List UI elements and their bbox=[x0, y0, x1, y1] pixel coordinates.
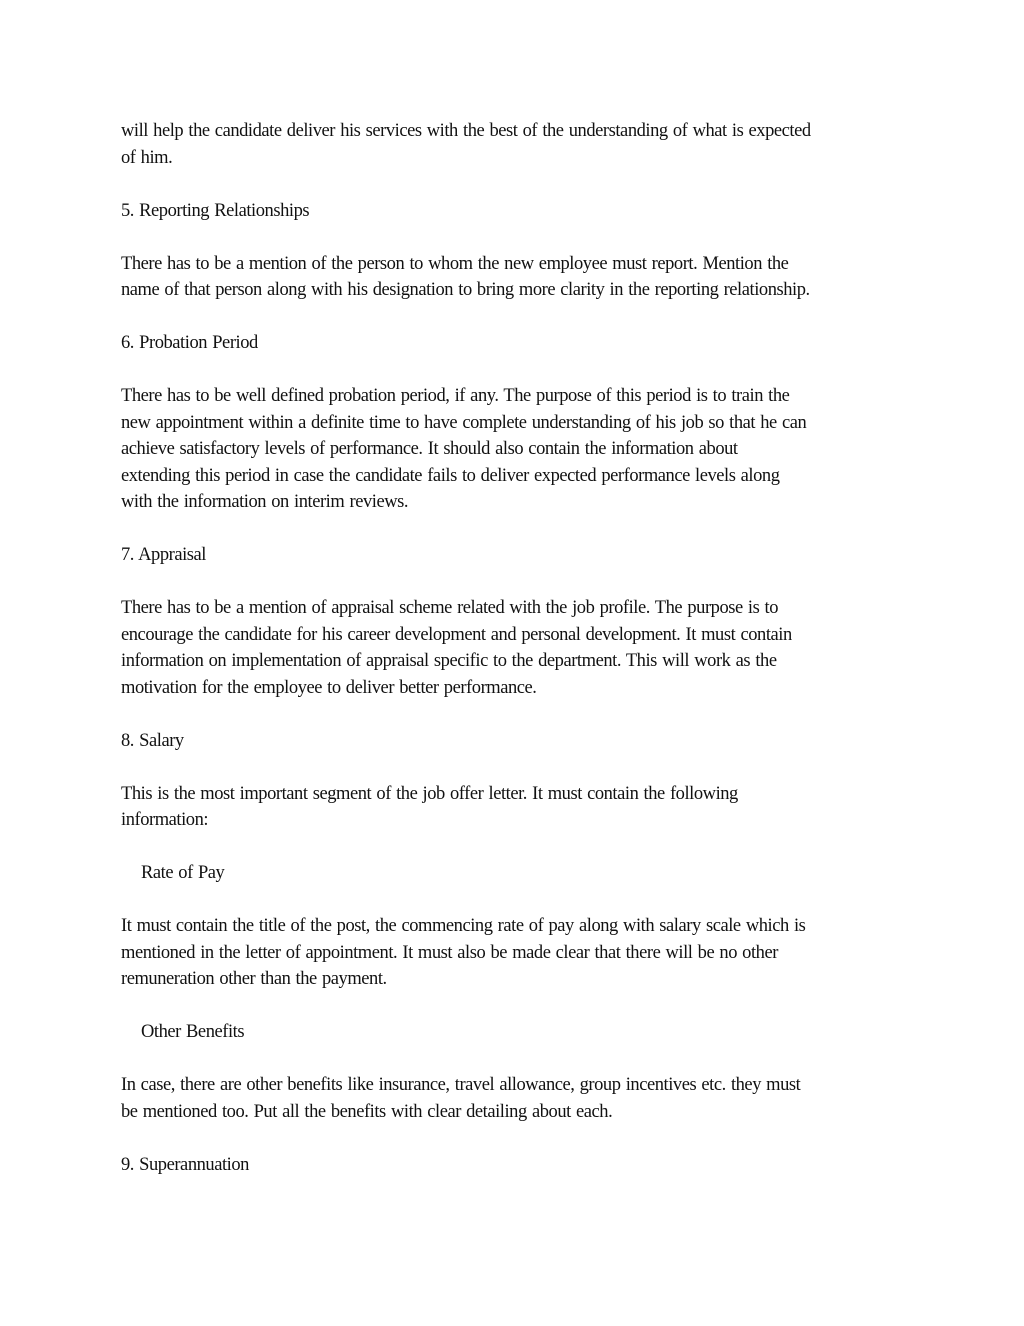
text-line: mentioned in the letter of appointment. It must also be made clear that there will be no other bbox=[121, 942, 778, 963]
text-line: There has to be well defined probation period, if any. The purpose of this period is to train the bbox=[121, 386, 790, 406]
paragraph-appraisal bbox=[121, 595, 911, 701]
text-line: It must contain the title of the post, the commencing rate of pay along with salary scale which is bbox=[121, 916, 806, 936]
heading-text: 7. Appraisal bbox=[121, 545, 207, 565]
text-line: information on implementation of appraisal specific to the department. This will work as the bbox=[121, 651, 777, 671]
paragraph-probation-period bbox=[121, 383, 911, 516]
paragraph-salary bbox=[121, 781, 911, 834]
heading-text: 5. Reporting Relationships bbox=[121, 200, 310, 221]
paragraph-reporting-relationships bbox=[121, 251, 911, 304]
text-line: There has to be a mention of appraisal scheme related with the job profile. The purpose is to bbox=[121, 598, 779, 618]
subheading-text: Other Benefits bbox=[141, 1022, 245, 1042]
text-line: remuneration other than the payment. bbox=[121, 969, 387, 989]
text-line: achieve satisfactory levels of performance. It should also contain the information about bbox=[121, 439, 738, 459]
text-line: This is the most important segment of the job offer letter. It must contain the following bbox=[121, 783, 738, 804]
section-heading-probation-period bbox=[121, 330, 911, 357]
text-line: In case, there are other benefits like insurance, travel allowance, group incentives etc. they must bbox=[121, 1075, 801, 1095]
subheading-rate-of-pay bbox=[121, 860, 911, 887]
document-body bbox=[121, 118, 911, 1178]
heading-text: 6. Probation Period bbox=[121, 333, 258, 353]
text-line: motivation for the employee to deliver better performance. bbox=[121, 677, 537, 698]
text-line: encourage the candidate for his career development and personal development. It must contain bbox=[121, 624, 792, 645]
text-line: name of that person along with his designation to bring more clarity in the reporting relationship. bbox=[121, 280, 810, 300]
subheading-other-benefits bbox=[121, 1019, 911, 1046]
text-line: There has to be a mention of the person to whom the new employee must report. Mention the bbox=[121, 253, 789, 274]
section-heading-superannuation bbox=[121, 1152, 911, 1179]
text-line: extending this period in case the candidate fails to deliver expected performance levels along bbox=[121, 465, 780, 486]
heading-text: 8. Salary bbox=[121, 730, 184, 751]
text-line: be mentioned too. Put all the benefits with clear detailing about each. bbox=[121, 1101, 613, 1122]
paragraph-rate-of-pay bbox=[121, 913, 911, 993]
text-line: will help the candidate deliver his services with the best of the understanding of what is expected bbox=[121, 121, 811, 141]
paragraph-other-benefits bbox=[121, 1072, 911, 1125]
section-heading-salary bbox=[121, 728, 911, 755]
paragraph-continuation bbox=[121, 118, 911, 171]
text-line: of him. bbox=[121, 147, 173, 168]
section-heading-appraisal bbox=[121, 542, 911, 569]
subheading-text: Rate of Pay bbox=[141, 863, 225, 883]
heading-text: 9. Superannuation bbox=[121, 1154, 249, 1175]
text-line: new appointment within a definite time to have complete understanding of his job so that he can bbox=[121, 412, 807, 433]
section-heading-reporting-relationships bbox=[121, 198, 911, 225]
text-line: with the information on interim reviews. bbox=[121, 492, 409, 512]
text-line: information: bbox=[121, 810, 209, 830]
